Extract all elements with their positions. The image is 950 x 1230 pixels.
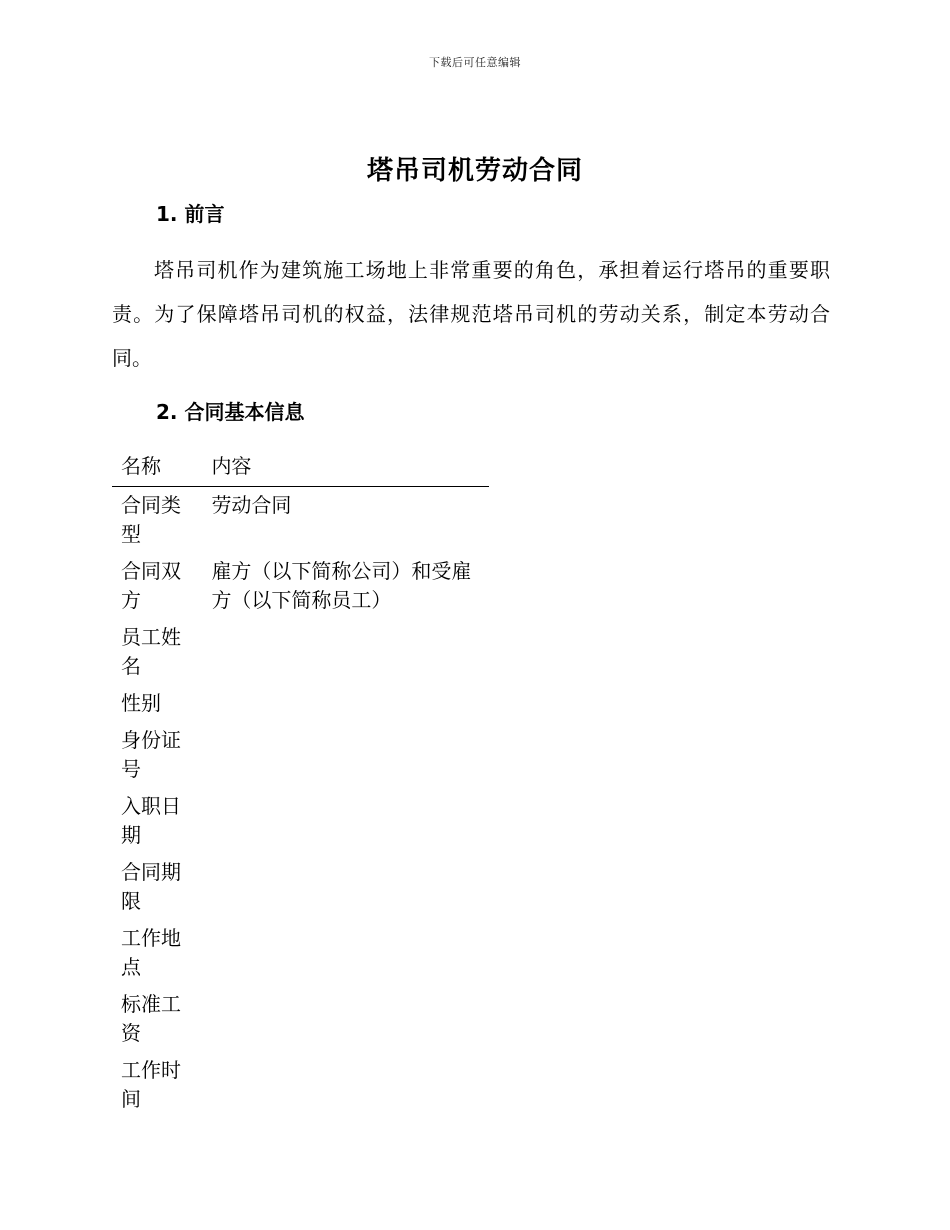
row-content bbox=[202, 986, 489, 1052]
row-name: 工作地点 bbox=[121, 926, 181, 979]
row-content bbox=[202, 920, 489, 986]
row-content bbox=[202, 1052, 489, 1118]
table-row bbox=[112, 553, 489, 619]
row-name: 性别 bbox=[121, 691, 161, 715]
row-content bbox=[202, 619, 489, 685]
column-header-content: 内容 bbox=[202, 452, 489, 487]
row-name: 身份证号 bbox=[121, 728, 181, 781]
table-row bbox=[112, 986, 489, 1052]
row-name: 工作时间 bbox=[121, 1058, 181, 1111]
section-heading-basic-info: 2. 合同基本信息 bbox=[156, 400, 305, 424]
row-name: 合同类型 bbox=[121, 493, 181, 546]
row-content: 雇方（以下简称公司）和受雇方（以下简称员工） bbox=[211, 559, 472, 612]
table-row bbox=[112, 1052, 489, 1118]
row-content bbox=[202, 685, 489, 722]
section-heading-preface: 1. 前言 bbox=[156, 202, 225, 226]
table-row bbox=[112, 685, 489, 722]
column-header-name: 名称 bbox=[112, 452, 202, 487]
row-name: 入职日期 bbox=[121, 794, 181, 847]
row-name: 员工姓名 bbox=[121, 625, 181, 678]
table-row bbox=[112, 487, 489, 554]
table-row bbox=[112, 619, 489, 685]
table-row bbox=[112, 788, 489, 854]
preface-paragraph: 塔吊司机作为建筑施工场地上非常重要的角色，承担着运行塔吊的重要职责。为了保障塔吊司机的权益，法律规范塔吊司机的劳动关系，制定本劳动合同。 bbox=[112, 258, 830, 370]
contract-info-table bbox=[112, 452, 489, 1118]
table-row bbox=[112, 920, 489, 986]
page-header-note: 下载后可任意编辑 bbox=[429, 56, 521, 69]
row-name: 标准工资 bbox=[121, 992, 181, 1045]
row-name: 合同双方 bbox=[121, 559, 181, 612]
table-row bbox=[112, 854, 489, 920]
row-name: 合同期限 bbox=[121, 860, 181, 913]
document-title: 塔吊司机劳动合同 bbox=[366, 156, 583, 186]
row-content bbox=[202, 854, 489, 920]
table-row bbox=[112, 722, 489, 788]
row-content bbox=[202, 722, 489, 788]
row-content: 劳动合同 bbox=[211, 493, 292, 517]
table-header-row bbox=[112, 452, 489, 487]
row-content bbox=[202, 788, 489, 854]
